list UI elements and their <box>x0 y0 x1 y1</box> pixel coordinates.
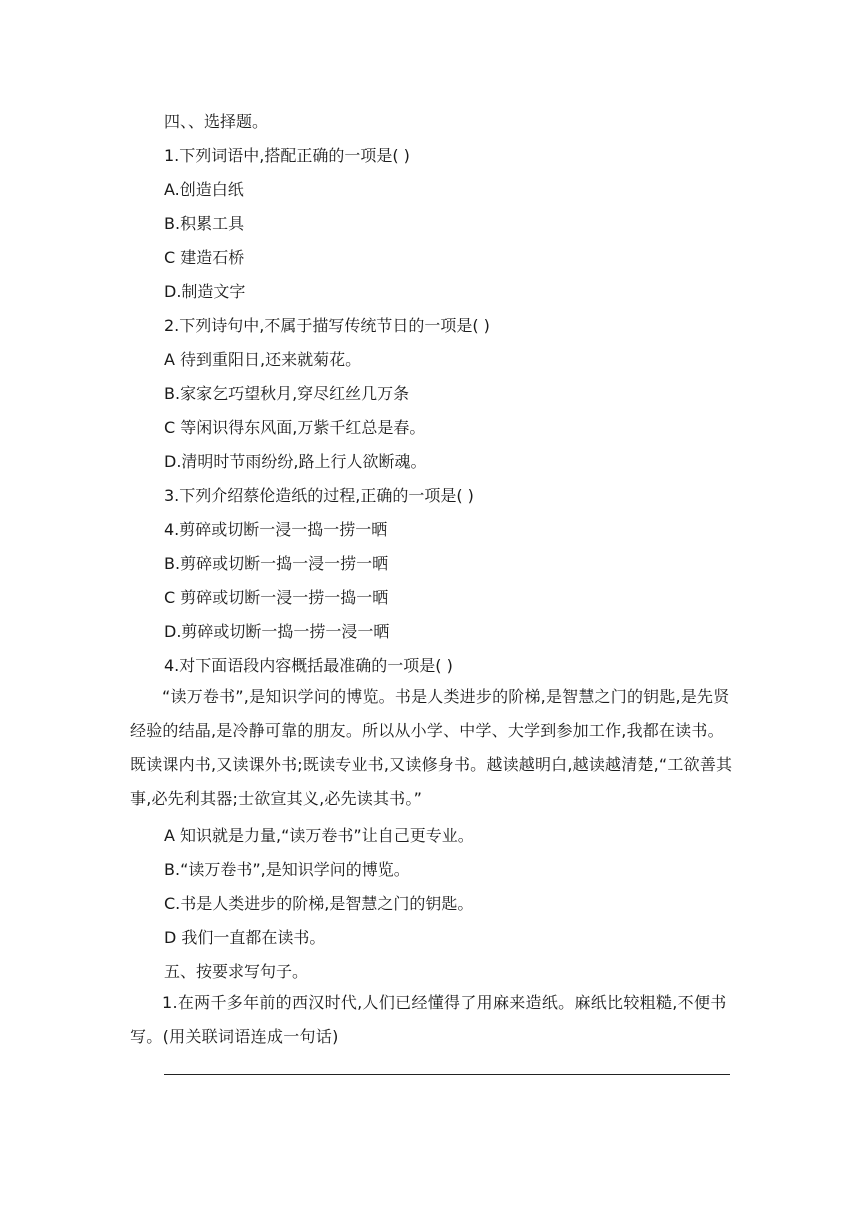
question-1-stem: 1.下列词语中,搭配正确的一项是( ) <box>164 146 410 165</box>
question-3-option-a: 4.剪碎或切断一浸一捣一捞一晒 <box>164 520 388 539</box>
question-2-stem: 2.下列诗句中,不属于描写传统节日的一项是( ) <box>164 316 490 335</box>
answer-line <box>164 1074 730 1075</box>
question-2-option-d: D.清明时节雨纷纷,路上行人欲断魂。 <box>164 452 427 471</box>
section-5-title: 五、按要求写句子。 <box>164 962 309 981</box>
question-4-option-b: B.“读万卷书”,是知识学问的博览。 <box>164 860 410 879</box>
question-4-stem: 4.对下面语段内容概括最准确的一项是( ) <box>164 656 453 675</box>
question-2-option-a: A 待到重阳日,还来就菊花。 <box>164 350 362 369</box>
question-4-option-c: C.书是人类进步的阶梯,是智慧之门的钥匙。 <box>164 894 474 913</box>
question-3-option-c: C 剪碎或切断一浸一捞一捣一晒 <box>164 588 389 607</box>
question-3-stem: 3.下列介绍蔡伦造纸的过程,正确的一项是( ) <box>164 486 474 505</box>
question-1-option-b: B.积累工具 <box>164 214 245 233</box>
question-2-option-c: C 等闲识得东风面,万紫千红总是春。 <box>164 418 426 437</box>
question-4-passage: “读万卷书”,是知识学问的博览。书是人类进步的阶梯,是智慧之门的钥匙,是先贤经验的结晶,是冷静可靠的朋友。所以从小学、中学、大学到参加工作,我都在读书。既读课内书,又读课外书;既读专业书,又读修身书。越读越明白,越读越清楚,“工欲善其事,必先利其器;士欲宣其义,必先读其书。” <box>130 687 733 808</box>
question-1-option-a: A.创造白纸 <box>164 180 244 199</box>
section-4-title: 四、、选择题。 <box>164 112 269 131</box>
question-1-option-d: D.制造文字 <box>164 282 246 301</box>
question-4-option-d: D 我们一直都在读书。 <box>164 928 326 947</box>
question-3-option-b: B.剪碎或切断一捣一浸一捞一晒 <box>164 554 389 573</box>
question-1-option-c: C 建造石桥 <box>164 248 245 267</box>
question-4-option-a: A 知识就是力量,“读万卷书”让自己更专业。 <box>164 826 474 845</box>
question-3-option-d: D.剪碎或切断一捣一捞一浸一晒 <box>164 622 390 641</box>
section-5-question-1: 1.在两千多年前的西汉时代,人们已经懂得了用麻来造纸。麻纸比较粗糙,不便书写。(用关联词语连成一句话) <box>130 993 727 1046</box>
question-2-option-b: B.家家乞巧望秋月,穿尽红丝几万条 <box>164 384 410 403</box>
